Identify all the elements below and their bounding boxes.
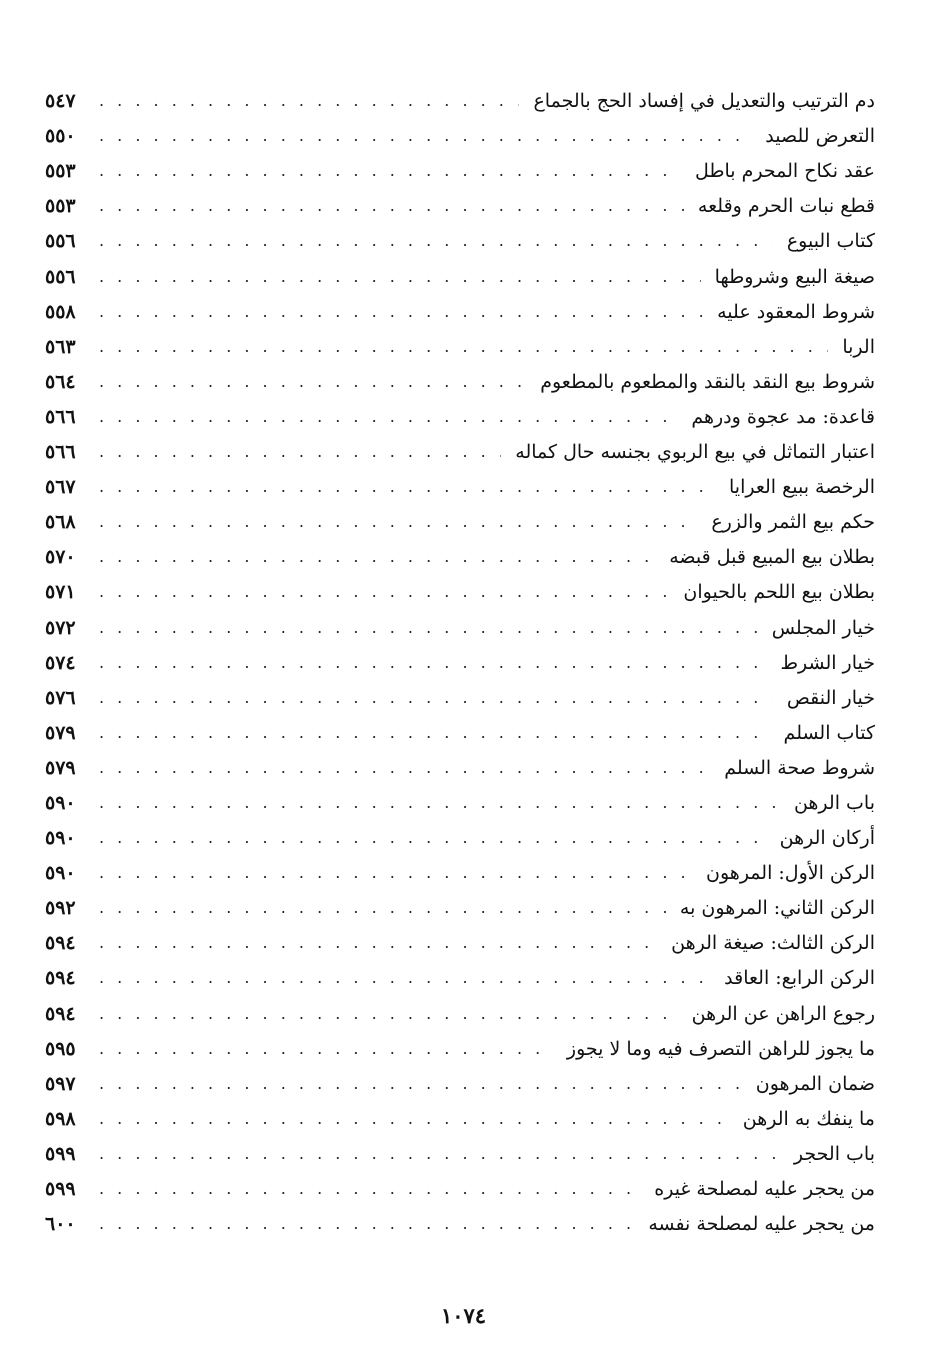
toc-entry: [45, 1170, 875, 1205]
toc-entry: [45, 959, 875, 994]
toc-entry-page: ٥٩٠: [45, 791, 76, 814]
toc-entry: [45, 608, 875, 643]
dot-leader: [99, 1180, 640, 1198]
toc-entry: [45, 573, 875, 608]
toc-entry: [45, 257, 875, 292]
toc-entry-page: ٥٥٦: [45, 265, 76, 288]
dot-leader: [99, 197, 684, 215]
dot-leader: [99, 1215, 634, 1233]
toc-entry: [45, 1205, 875, 1240]
toc-entry-page: ٥٧٩: [45, 721, 76, 744]
toc-entry-page: ٥٩٤: [45, 1002, 76, 1025]
dot-leader: [99, 408, 677, 426]
toc-entry-title: بطلان بيع اللحم بالحيوان: [683, 581, 875, 604]
toc-entry: [45, 924, 875, 959]
toc-entry-page: ٥٥٨: [45, 300, 76, 323]
toc-entry-page: ٥٥٣: [45, 195, 76, 218]
toc-entry-title: الركن الثالث: صيغة الرهن: [671, 932, 875, 955]
toc-entry-title: الرخصة ببيع العرايا: [729, 476, 875, 499]
toc-entry-page: ٥٩٤: [45, 932, 76, 955]
toc-entry-title: ما يجوز للراهن التصرف فيه وما لا يجوز: [566, 1037, 875, 1060]
toc-entry-page: ٥٩٠: [45, 827, 76, 850]
toc-entry-page: ٥٩٢: [45, 897, 76, 920]
toc-entry: [45, 433, 875, 468]
toc-entry-title: ضمان المرهون: [755, 1072, 875, 1095]
toc-entry: [45, 82, 875, 117]
toc-entry: [45, 363, 875, 398]
dot-leader: [99, 619, 758, 637]
toc-entry: [45, 117, 875, 152]
toc-entry-page: ٥٧٤: [45, 651, 76, 674]
toc-entry: [45, 328, 875, 363]
dot-leader: [99, 232, 773, 250]
dot-leader: [99, 548, 655, 566]
toc-entry-page: ٥٥٦: [45, 230, 76, 253]
dot-leader: [99, 1110, 729, 1128]
dot-leader: [99, 1075, 742, 1093]
toc-entry-title: عقد نكاح المحرم باطل: [694, 160, 875, 183]
toc-entry-title: شروط بيع النقد بالنقد والمطعوم بالمطعوم: [540, 370, 875, 393]
toc-entry-title: الركن الثاني: المرهون به: [679, 897, 875, 920]
toc-entry: [45, 293, 875, 328]
toc-entry: [45, 784, 875, 819]
toc-entry-title: دم الترتيب والتعديل في إفساد الحج بالجماع: [533, 90, 875, 113]
toc-entry-page: ٥٧٢: [45, 616, 76, 639]
toc-entry-title: قاعدة: مد عجوة ودرهم: [691, 405, 875, 428]
toc-entry-page: ٥٥٠: [45, 125, 76, 148]
toc-entry: [45, 1065, 875, 1100]
dot-leader: [99, 899, 666, 917]
dot-leader: [99, 303, 703, 321]
toc-entry: [45, 1030, 875, 1065]
toc-entry-title: كتاب السلم: [783, 721, 875, 744]
toc-entry-title: التعرض للصيد: [765, 125, 875, 148]
toc-entry-title: قطع نبات الحرم وقلعه: [697, 195, 875, 218]
dot-leader: [99, 829, 766, 847]
toc-entry-page: ٥٦٨: [45, 511, 76, 534]
toc-entry-title: بطلان بيع المبيع قبل قبضه: [669, 546, 875, 569]
toc-entry-title: باب الرهن: [793, 791, 875, 814]
toc-entry-page: ٥٦٦: [45, 405, 76, 428]
toc-entry: [45, 152, 875, 187]
toc-entry-title: من يحجر عليه لمصلحة غيره: [654, 1178, 875, 1200]
toc-entry-page: ٥٥٣: [45, 160, 76, 183]
toc-entry: [45, 1100, 875, 1135]
toc-entry-page: ٥٦٣: [45, 335, 76, 358]
toc-entry: [45, 1135, 875, 1170]
toc-entry-title: شروط صحة السلم: [724, 756, 875, 779]
dot-leader: [99, 338, 828, 356]
toc-entry-title: الركن الرابع: العاقد: [724, 967, 875, 990]
toc-entry-title: خيار الشرط: [780, 651, 875, 674]
toc-entry-title: كتاب البيوع: [786, 230, 875, 253]
toc-entry-title: خيار النقص: [786, 686, 875, 709]
dot-leader: [99, 92, 519, 110]
dot-leader: [99, 583, 669, 601]
dot-leader: [99, 934, 657, 952]
table-of-contents: [45, 82, 875, 1240]
toc-entry-page: ٥٧٦: [45, 686, 76, 709]
dot-leader: [99, 162, 681, 180]
toc-entry-title: خيار المجلس: [771, 616, 875, 639]
dot-leader: [99, 689, 773, 707]
toc-entry-page: ٥٩٨: [45, 1107, 76, 1130]
toc-entry-page: ٥٩٧: [45, 1072, 76, 1095]
toc-entry: [45, 994, 875, 1029]
dot-leader: [99, 478, 715, 496]
toc-entry-page: ٥٩٩: [45, 1142, 76, 1165]
toc-entry: [45, 889, 875, 924]
toc-entry-title: الربا: [842, 335, 875, 358]
toc-entry-title: من يحجر عليه لمصلحة نفسه: [648, 1213, 875, 1236]
dot-leader: [99, 443, 501, 461]
dot-leader: [99, 513, 697, 531]
toc-entry-page: ٥٦٧: [45, 476, 76, 499]
toc-entry-title: صيغة البيع وشروطها: [714, 265, 875, 288]
toc-entry-title: ما ينفك به الرهن: [742, 1107, 875, 1130]
dot-leader: [99, 373, 526, 391]
page-number: ١٠٧٤: [440, 1303, 487, 1328]
toc-entry: [45, 854, 875, 889]
toc-entry-page: ٥٦٦: [45, 441, 76, 464]
toc-entry-page: ٥٩٥: [45, 1037, 76, 1060]
toc-entry-page: ٥٤٧: [45, 90, 76, 113]
dot-leader: [99, 724, 770, 742]
toc-entry-title: شروط المعقود عليه: [717, 300, 875, 323]
toc-entry-title: باب الحجر: [793, 1142, 875, 1165]
dot-leader: [99, 127, 751, 145]
toc-entry: [45, 222, 875, 257]
dot-leader: [99, 969, 710, 987]
toc-entry: [45, 749, 875, 784]
toc-entry-title: رجوع الراهن عن الرهن: [691, 1002, 875, 1025]
toc-entry: [45, 679, 875, 714]
dot-leader: [99, 1145, 780, 1163]
toc-entry-title: حكم بيع الثمر والزرع: [711, 511, 875, 534]
toc-entry: [45, 819, 875, 854]
toc-entry-page: ٥٩٤: [45, 967, 76, 990]
toc-entry: [45, 538, 875, 573]
toc-entry-title: أركان الرهن: [779, 827, 875, 850]
toc-entry-page: ٥٩٠: [45, 862, 76, 885]
dot-leader: [99, 268, 701, 286]
toc-entry-page: ٥٧٩: [45, 756, 76, 779]
dot-leader: [99, 654, 766, 672]
toc-entry: [45, 503, 875, 538]
toc-entry-page: ٦٠٠: [45, 1213, 76, 1236]
toc-entry-page: ٥٧١: [45, 581, 76, 604]
toc-entry: [45, 398, 875, 433]
toc-entry: [45, 714, 875, 749]
toc-entry-page: ٥٦٤: [45, 370, 76, 393]
dot-leader: [99, 794, 780, 812]
toc-entry-page: ٥٩٩: [45, 1178, 76, 1200]
dot-leader: [99, 864, 692, 882]
toc-entry-title: اعتبار التماثل في بيع الربوي بجنسه حال كماله: [515, 441, 875, 464]
dot-leader: [99, 759, 710, 777]
dot-leader: [99, 1005, 678, 1023]
toc-entry-page: ٥٧٠: [45, 546, 76, 569]
toc-entry-title: الركن الأول: المرهون: [706, 862, 875, 885]
toc-entry: [45, 468, 875, 503]
toc-entry: [45, 187, 875, 222]
dot-leader: [99, 1040, 553, 1058]
toc-entry: [45, 644, 875, 679]
